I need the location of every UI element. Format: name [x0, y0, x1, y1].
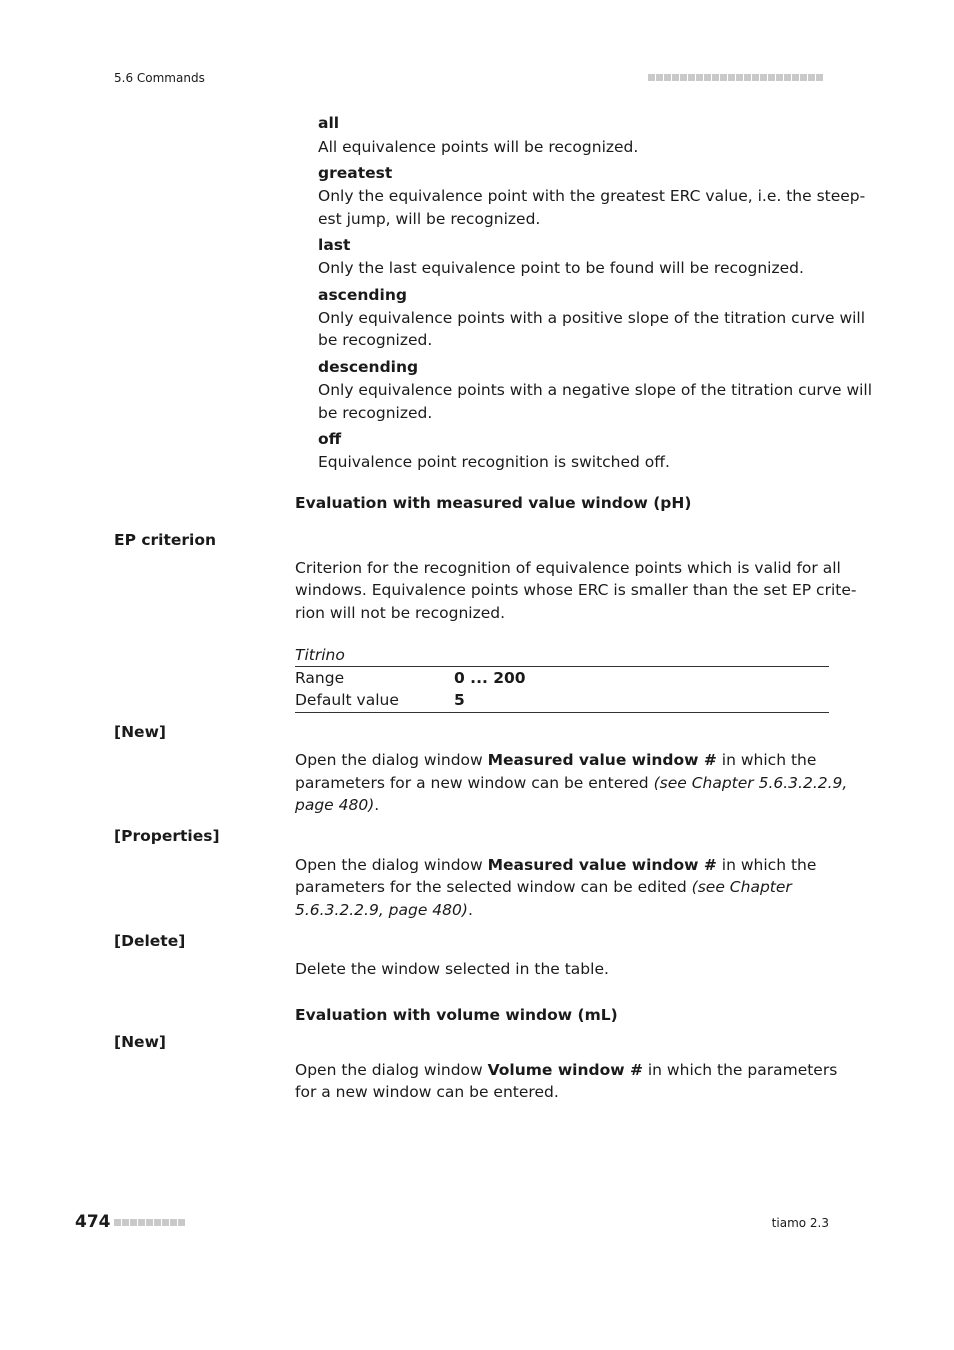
chapter-reference: (see Chapter 5.6.3.2.2.9, — [653, 774, 848, 792]
properties-description-line: Open the dialog window Measured value window # in which the — [295, 856, 817, 874]
option-description: est jump, will be recognized. — [318, 210, 541, 228]
chapter-reference: (see Chapter — [691, 878, 792, 896]
chapter-reference: 5.6.3.2.2.9, page 480) — [295, 901, 468, 919]
page-number: 474 — [75, 1212, 111, 1232]
parameter-description: windows. Equivalence points whose ERC is smaller than the set EP crite- — [295, 581, 857, 599]
button-reference-properties: [Properties] — [114, 827, 220, 845]
option-description: Only equivalence points with a negative slope of the titration curve will — [318, 381, 873, 399]
new-description-line: parameters for a new window can be entered (see Chapter 5.6.3.2.2.9, — [295, 774, 848, 792]
new-description-line: Open the dialog window Measured value window # in which the — [295, 751, 817, 769]
option-term: all — [318, 114, 340, 132]
section-heading: Evaluation with volume window (mL) — [295, 1006, 618, 1024]
chapter-reference: page 480) — [295, 796, 375, 814]
volume-new-description-line: for a new window can be entered. — [295, 1083, 559, 1101]
option-description: Equivalence point recognition is switched off. — [318, 453, 670, 471]
parameter-label: EP criterion — [114, 531, 217, 549]
option-description: Only the last equivalence point to be found will be recognized. — [318, 259, 804, 277]
option-term: descending — [318, 358, 419, 376]
properties-description-line: parameters for the selected window can be edited (see Chapter — [295, 878, 792, 896]
parameter-description: rion will not be recognized. — [295, 604, 506, 622]
option-term: greatest — [318, 164, 393, 182]
running-header-section: 5.6 Commands — [114, 71, 205, 85]
footer-decoration — [114, 1219, 185, 1226]
option-term: off — [318, 430, 342, 448]
header-decoration — [648, 74, 823, 81]
parameter-description: Criterion for the recognition of equivalence points which is valid for all — [295, 559, 841, 577]
option-description: Only the equivalence point with the greatest ERC value, i.e. the steep- — [318, 187, 866, 205]
table-caption: Titrino — [295, 646, 345, 664]
section-heading: Evaluation with measured value window (pH) — [295, 494, 692, 512]
product-name: tiamo 2.3 — [771, 1216, 829, 1230]
table-row-value: 5 — [454, 691, 465, 709]
option-term: ascending — [318, 286, 407, 304]
option-description: be recognized. — [318, 404, 433, 422]
button-reference-new: [New] — [114, 1033, 166, 1051]
button-reference-delete: [Delete] — [114, 932, 186, 950]
button-reference-new: [New] — [114, 723, 166, 741]
table-top-rule — [295, 666, 829, 667]
table-row-label: Range — [295, 669, 345, 687]
option-description: Only equivalence points with a positive slope of the titration curve will — [318, 309, 866, 327]
volume-new-description-line: Open the dialog window Volume window # in which the parameters — [295, 1061, 838, 1079]
delete-description: Delete the window selected in the table. — [295, 960, 609, 978]
option-description: be recognized. — [318, 331, 433, 349]
new-description-line: page 480). — [295, 796, 380, 814]
option-term: last — [318, 236, 351, 254]
table-row-label: Default value — [295, 691, 399, 709]
table-bottom-rule — [295, 712, 829, 713]
option-description: All equivalence points will be recognized. — [318, 138, 639, 156]
table-row-value: 0 ... 200 — [454, 669, 526, 687]
properties-description-line: 5.6.3.2.2.9, page 480). — [295, 901, 473, 919]
